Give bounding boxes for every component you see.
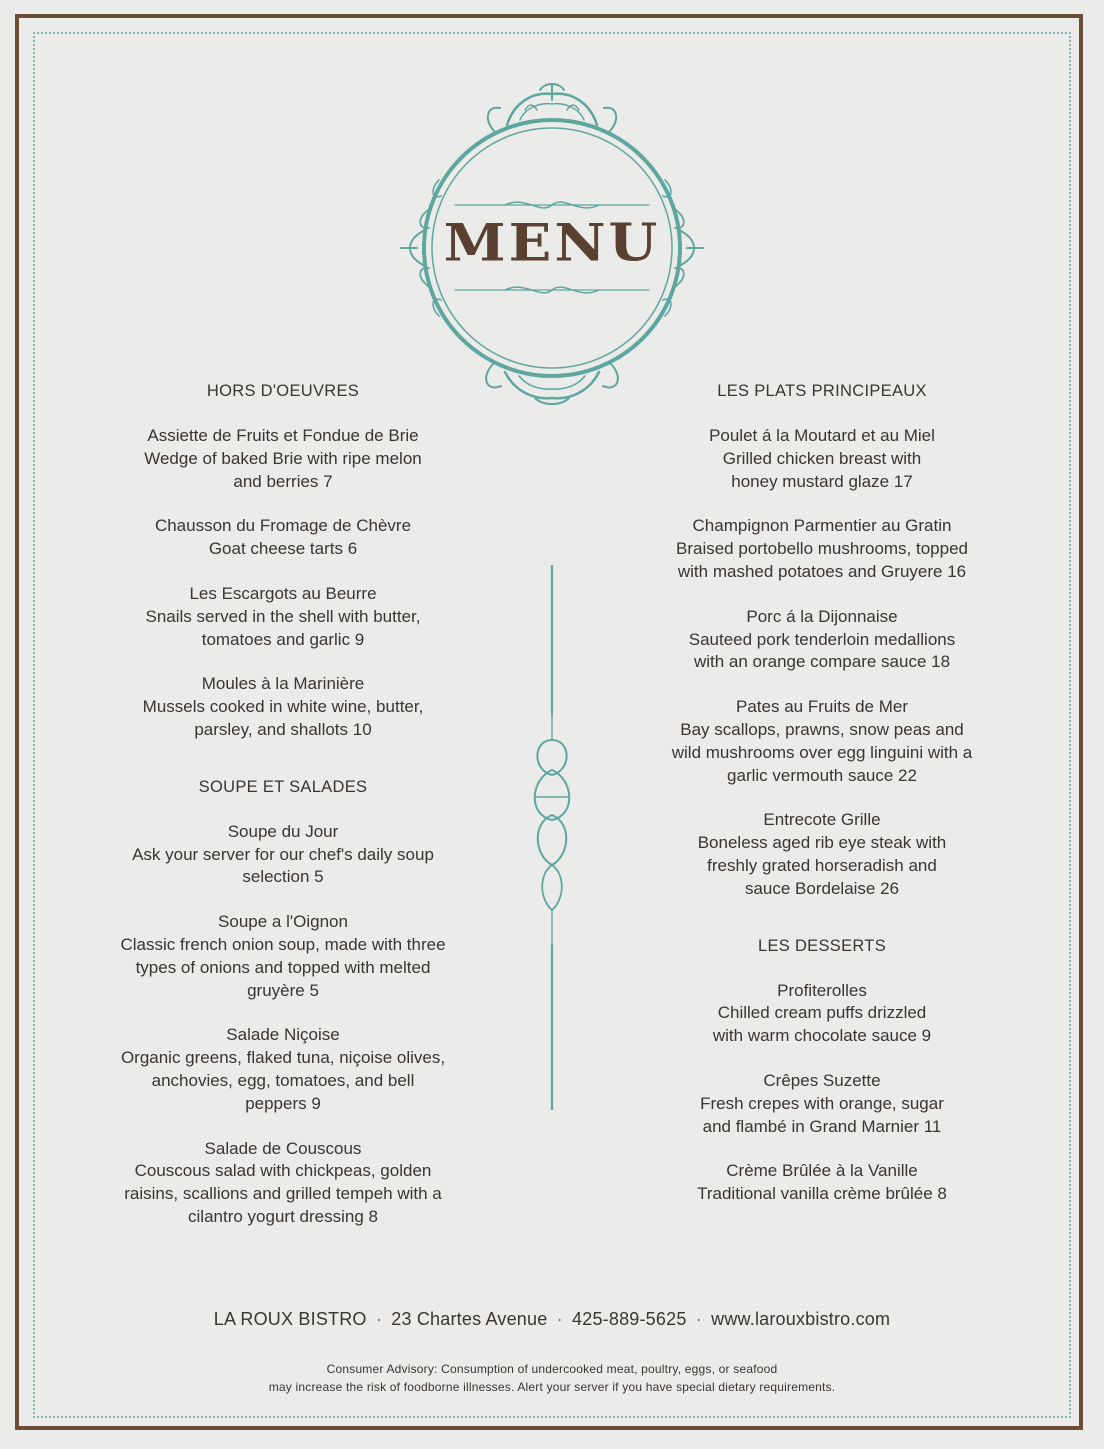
menu-title: MENU xyxy=(443,212,661,274)
dish-name: Crème Brûlée à la Vanille xyxy=(726,1161,918,1181)
dish-description: with warm chocolate sauce 9 xyxy=(712,1026,932,1046)
dish-description: honey mustard glaze 17 xyxy=(731,471,913,491)
dish-description: Grilled chicken breast with xyxy=(722,448,922,468)
section-title: LES PLATS PRINCIPEAUX xyxy=(717,382,927,400)
dish-description: freshly grated horseradish and xyxy=(707,855,937,875)
dish-description: garlic vermouth sauce 22 xyxy=(727,765,917,785)
dish-name: Salade Niçoise xyxy=(226,1025,340,1045)
advisory-line: Consumer Advisory: Consumption of undercooked meat, poultry, eggs, or seafood xyxy=(326,1362,778,1376)
dish-name: Salade de Couscous xyxy=(204,1138,362,1158)
dish-description: and flambé in Grand Marnier 11 xyxy=(702,1116,942,1136)
left-menu-column xyxy=(83,380,483,1251)
dish-description: anchovies, egg, tomatoes, and bell xyxy=(151,1070,415,1090)
dish-description: Traditional vanilla crème brûlée 8 xyxy=(697,1184,947,1204)
restaurant-phone: 425-889-5625 xyxy=(572,1309,687,1329)
dish-description: Wedge of baked Brie with ripe melon xyxy=(144,448,422,468)
footer-separator: · xyxy=(695,1309,702,1329)
restaurant-address: 23 Chartes Avenue xyxy=(391,1309,548,1329)
dish-description: Boneless aged rib eye steak with xyxy=(697,833,947,853)
dish-name: Champignon Parmentier au Gratin xyxy=(692,516,952,536)
dish-name: Chausson du Fromage de Chèvre xyxy=(154,516,412,536)
dish-description: Chilled cream puffs drizzled xyxy=(717,1003,927,1023)
dish-name: Entrecote Grille xyxy=(763,810,881,830)
center-ornament-divider xyxy=(528,565,576,1110)
dish-name: Crêpes Suzette xyxy=(763,1070,881,1090)
menu-item xyxy=(622,980,1022,1048)
dish-description: Snails served in the shell with butter, xyxy=(145,606,421,626)
section-gap xyxy=(83,764,483,776)
menu-item xyxy=(83,1138,483,1229)
dish-description: raisins, scallions and grilled tempeh with a xyxy=(124,1184,442,1204)
dish-description: Ask your server for our chef's daily soup xyxy=(132,844,434,864)
menu-item xyxy=(622,515,1022,583)
menu-item xyxy=(83,583,483,651)
restaurant-website: www.larouxbistro.com xyxy=(711,1309,891,1329)
dish-description: Bay scallops, prawns, snow peas and xyxy=(680,719,964,739)
footer-separator: · xyxy=(556,1309,563,1329)
dish-name: Soupe du Jour xyxy=(227,821,339,841)
dish-description: with an orange compare sauce 18 xyxy=(693,652,951,672)
restaurant-name: LA ROUX BISTRO xyxy=(213,1309,367,1329)
menu-item xyxy=(622,425,1022,493)
dish-description: Braised portobello mushrooms, topped xyxy=(676,539,968,559)
dish-name: Assiette de Fruits et Fondue de Brie xyxy=(147,426,419,445)
menu-item xyxy=(83,673,483,741)
dish-name: Pates au Fruits de Mer xyxy=(736,697,908,717)
dish-description: sauce Bordelaise 26 xyxy=(744,878,900,898)
consumer-advisory xyxy=(60,1360,1044,1396)
dish-description: Organic greens, flaked tuna, niçoise olives, xyxy=(120,1048,446,1068)
dish-description: Goat cheese tarts 6 xyxy=(208,539,358,559)
menu-item xyxy=(622,809,1022,900)
menu-item xyxy=(83,425,483,493)
dish-description: and berries 7 xyxy=(233,471,333,491)
dish-description: selection 5 xyxy=(242,867,324,887)
section-gap xyxy=(622,923,1022,935)
menu-item xyxy=(83,1024,483,1115)
dish-description: types of onions and topped with melted xyxy=(135,957,431,977)
footer-separator: · xyxy=(375,1309,383,1329)
dish-description: Fresh crepes with orange, sugar xyxy=(700,1093,944,1113)
dish-name: Porc á la Dijonnaise xyxy=(746,606,898,626)
dish-description: wild mushrooms over egg linguini with a xyxy=(671,742,973,762)
section-title: SOUPE ET SALADES xyxy=(198,777,368,796)
restaurant-contact-footer xyxy=(60,1309,1044,1330)
dish-description: gruyère 5 xyxy=(247,980,319,1000)
dish-description: Mussels cooked in white wine, butter, xyxy=(142,697,424,717)
dish-description: peppers 9 xyxy=(245,1093,321,1113)
menu-item xyxy=(622,606,1022,674)
dish-name: Soupe a l'Oignon xyxy=(218,912,348,932)
menu-item xyxy=(83,821,483,889)
dish-name: Profiterolles xyxy=(777,980,867,1000)
menu-item xyxy=(622,1070,1022,1138)
menu-item xyxy=(83,515,483,561)
dish-description: Sauteed pork tenderloin medallions xyxy=(688,629,956,649)
dish-description: Classic french onion soup, made with three xyxy=(120,934,446,954)
dish-name: Poulet á la Moutard et au Miel xyxy=(709,426,935,445)
advisory-line: may increase the risk of foodborne illnesses. Alert your server if you have special dietary requirements. xyxy=(268,1380,836,1394)
dish-description: with mashed potatoes and Gruyere 16 xyxy=(677,561,967,581)
menu-item xyxy=(622,1160,1022,1206)
section-title: HORS D'OEUVRES xyxy=(206,382,360,400)
dish-description: Couscous salad with chickpeas, golden xyxy=(134,1161,432,1181)
dish-description: tomatoes and garlic 9 xyxy=(201,629,365,649)
dish-description: cilantro yogurt dressing 8 xyxy=(188,1206,378,1226)
menu-item xyxy=(622,696,1022,787)
section-title: LES DESSERTS xyxy=(757,936,886,955)
dish-name: Moules à la Marinière xyxy=(201,674,365,694)
dish-name: Les Escargots au Beurre xyxy=(189,583,377,603)
menu-item xyxy=(83,911,483,1002)
right-menu-column xyxy=(622,380,1022,1228)
dish-description: parsley, and shallots 10 xyxy=(194,719,372,739)
